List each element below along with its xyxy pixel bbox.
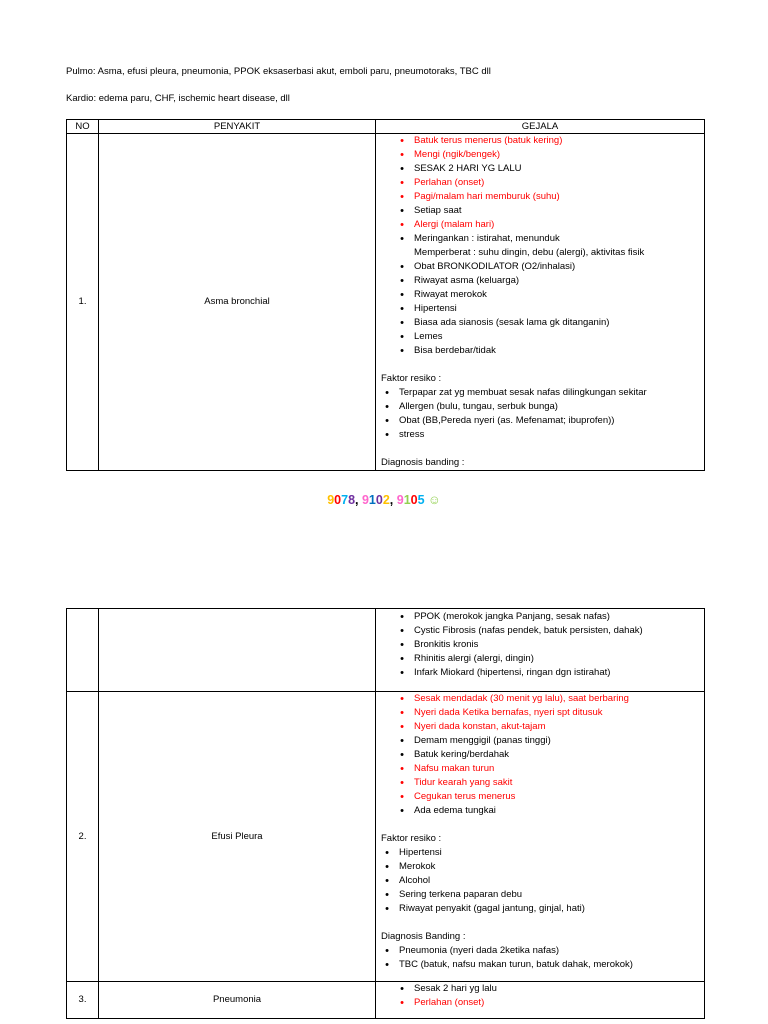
- bullet-icon: •: [385, 875, 389, 887]
- list-item: [400, 232, 700, 260]
- symptom-text: Tidur kearah yang sakit: [414, 777, 513, 788]
- risk-factor-heading: Faktor resiko :: [381, 833, 442, 844]
- diff-text: TBC (batuk, nafsu makan turun, batuk dahak, merokok): [399, 959, 633, 970]
- list-item: [400, 218, 700, 232]
- bullet-icon: •: [400, 983, 404, 995]
- code-char: 0: [334, 493, 342, 507]
- list-item: [385, 846, 700, 860]
- risk-factor-list: [381, 386, 700, 442]
- diff-text: Bronkitis kronis: [414, 639, 479, 650]
- header-penyakit: PENYAKIT: [99, 120, 376, 134]
- row-number: 3.: [67, 982, 99, 1019]
- differential-diagnosis-list: [381, 610, 700, 680]
- list-item: [400, 316, 700, 330]
- intro-pulmo: Pulmo: Asma, efusi pleura, pneumonia, PPOK eksaserbasi akut, emboli paru, pneumotoraks, TBC dll: [66, 66, 491, 77]
- bullet-icon: •: [400, 625, 404, 637]
- code-char: 0: [410, 493, 418, 507]
- bullet-icon: •: [400, 205, 404, 217]
- symptom-cell: [376, 982, 705, 1019]
- list-item: [400, 624, 700, 638]
- symptom-text: Sesak 2 hari yg lalu: [414, 983, 497, 994]
- list-item: [400, 302, 700, 316]
- list-item: [400, 748, 700, 762]
- symptom-text: Perlahan (onset): [414, 997, 485, 1008]
- disease-name: Asma bronchial: [99, 134, 376, 471]
- code-char: 9: [361, 493, 369, 507]
- diff-text: Cystic Fibrosis (nafas pendek, batuk persisten, dahak): [414, 625, 643, 636]
- list-item: [400, 344, 700, 358]
- header-no: NO: [67, 120, 99, 134]
- bullet-icon: •: [400, 163, 404, 175]
- diff-text: PPOK (merokok jangka Panjang, sesak nafas): [414, 611, 610, 622]
- disease-table-2: [66, 608, 705, 1019]
- risk-text: Obat (BB,Pereda nyeri (as. Mefenamat; ibuprofen)): [399, 415, 615, 426]
- bullet-icon: •: [400, 303, 404, 315]
- header-gejala: GEJALA: [376, 120, 705, 134]
- row-number: [67, 609, 99, 692]
- list-item: [385, 958, 700, 972]
- code-separator: ,: [355, 493, 362, 507]
- symptom-text: Nafsu makan turun: [414, 763, 495, 774]
- bullet-icon: •: [385, 861, 389, 873]
- symptom-text: Hipertensi: [414, 303, 457, 314]
- bullet-icon: •: [385, 387, 389, 399]
- bullet-icon: •: [385, 415, 389, 427]
- bullet-icon: •: [400, 777, 404, 789]
- symptom-text: Mengi (ngik/bengek): [414, 149, 501, 160]
- list-item: [385, 860, 700, 874]
- symptom-text: Ada edema tungkai: [414, 805, 496, 816]
- symptom-text: Riwayat asma (keluarga): [414, 275, 520, 286]
- bullet-icon: •: [400, 639, 404, 651]
- highlight-codes: [0, 492, 768, 508]
- bullet-icon: •: [400, 275, 404, 287]
- bullet-icon: •: [400, 749, 404, 761]
- risk-factor-heading: Faktor resiko :: [381, 373, 442, 384]
- bullet-icon: •: [400, 763, 404, 775]
- row-number: 1.: [67, 134, 99, 471]
- list-item: [400, 148, 700, 162]
- risk-text: stress: [399, 429, 425, 440]
- bullet-icon: •: [385, 959, 389, 971]
- disease-name: [99, 609, 376, 692]
- code-char: 7: [341, 493, 349, 507]
- bullet-icon: •: [400, 735, 404, 747]
- code-separator: ,: [389, 493, 397, 507]
- list-item: [385, 428, 700, 442]
- table-row: [67, 134, 705, 471]
- code-char: 9: [396, 493, 404, 507]
- symptom-text: Lemes: [414, 331, 443, 342]
- symptom-text: Obat BRONKODILATOR (O2/inhalasi): [414, 261, 576, 272]
- symptom-cell: [376, 609, 705, 692]
- diff-text: Pneumonia (nyeri dada 2ketika nafas): [399, 945, 560, 956]
- list-item: [385, 944, 700, 958]
- symptom-text: Nyeri dada Ketika bernafas, nyeri spt ditusuk: [414, 707, 603, 718]
- list-item: [400, 176, 700, 190]
- symptom-text: Bisa berdebar/tidak: [414, 345, 496, 356]
- list-item: [400, 666, 700, 680]
- list-item: [400, 762, 700, 776]
- bullet-icon: •: [400, 177, 404, 189]
- list-item: [400, 162, 700, 176]
- differential-diagnosis-list: [381, 944, 700, 972]
- risk-text: Sering terkena paparan debu: [399, 889, 523, 900]
- intro-kardio: Kardio: edema paru, CHF, ischemic heart disease, dll: [66, 93, 290, 104]
- bullet-icon: •: [400, 289, 404, 301]
- bullet-icon: •: [400, 791, 404, 803]
- list-item: [400, 804, 700, 818]
- list-item: [400, 274, 700, 288]
- list-item: [385, 888, 700, 902]
- differential-diagnosis-heading: Diagnosis banding :: [381, 457, 465, 468]
- list-item: [400, 652, 700, 666]
- list-item: [400, 260, 700, 274]
- bullet-icon: •: [400, 997, 404, 1009]
- list-item: [400, 734, 700, 748]
- list-item: [400, 790, 700, 804]
- symptom-text: Setiap saat: [414, 205, 462, 216]
- bullet-icon: •: [400, 707, 404, 719]
- symptom-continuation: Memperberat : suhu dingin, debu (alergi), aktivitas fisik: [414, 247, 645, 258]
- list-item: [385, 414, 700, 428]
- list-item: [385, 400, 700, 414]
- differential-diagnosis-heading: Diagnosis Banding :: [381, 931, 466, 942]
- list-item: [400, 982, 700, 996]
- symptom-text: Demam menggigil (panas tinggi): [414, 735, 551, 746]
- list-item: [385, 874, 700, 888]
- list-item: [400, 330, 700, 344]
- bullet-icon: •: [385, 945, 389, 957]
- code-char: 1: [368, 493, 376, 507]
- symptom-text: Sesak mendadak (30 menit yg lalu), saat berbaring: [414, 693, 629, 704]
- list-item: [400, 638, 700, 652]
- bullet-icon: •: [385, 401, 389, 413]
- bullet-icon: •: [385, 889, 389, 901]
- symptom-text: Pagi/malam hari memburuk (suhu): [414, 191, 560, 202]
- bullet-icon: •: [400, 191, 404, 203]
- risk-text: Hipertensi: [399, 847, 442, 858]
- symptom-text: Cegukan terus menerus: [414, 791, 516, 802]
- bullet-icon: •: [400, 219, 404, 231]
- symptom-text: SESAK 2 HARI YG LALU: [414, 163, 522, 174]
- table-header-row: [67, 120, 705, 134]
- disease-name: Efusi Pleura: [99, 692, 376, 982]
- table-row: [67, 609, 705, 692]
- symptom-list: [381, 982, 700, 1010]
- diff-text: Infark Miokard (hipertensi, ringan dgn istirahat): [414, 667, 611, 678]
- list-item: [400, 204, 700, 218]
- disease-name: Pneumonia: [99, 982, 376, 1019]
- list-item: [400, 706, 700, 720]
- symptom-cell: [376, 692, 705, 982]
- symptom-text: Perlahan (onset): [414, 177, 485, 188]
- disease-table-1: [66, 119, 705, 471]
- symptom-text: Batuk kering/berdahak: [414, 749, 510, 760]
- symptom-text: Biasa ada sianosis (sesak lama gk ditanganin): [414, 317, 610, 328]
- symptom-list: [381, 692, 700, 818]
- bullet-icon: •: [400, 331, 404, 343]
- bullet-icon: •: [400, 721, 404, 733]
- bullet-icon: •: [385, 429, 389, 441]
- risk-text: Terpapar zat yg membuat sesak nafas dilingkungan sekitar: [399, 387, 647, 398]
- code-char: 5: [417, 493, 425, 507]
- table-row: [67, 692, 705, 982]
- list-item: [400, 134, 700, 148]
- risk-factor-list: [381, 846, 700, 916]
- symptom-text: Alergi (malam hari): [414, 219, 495, 230]
- symptom-list: [381, 134, 700, 358]
- bullet-icon: •: [400, 233, 404, 245]
- bullet-icon: •: [400, 805, 404, 817]
- list-item: [400, 776, 700, 790]
- bullet-icon: •: [385, 903, 389, 915]
- code-char: 2: [382, 493, 390, 507]
- list-item: [400, 692, 700, 706]
- code-char: 1: [403, 493, 411, 507]
- bullet-icon: •: [400, 345, 404, 357]
- bullet-icon: •: [400, 667, 404, 679]
- symptom-text: Riwayat merokok: [414, 289, 487, 300]
- risk-text: Merokok: [399, 861, 436, 872]
- bullet-icon: •: [385, 847, 389, 859]
- bullet-icon: •: [400, 611, 404, 623]
- code-char: 8: [348, 493, 356, 507]
- bullet-icon: •: [400, 317, 404, 329]
- code-char: 9: [327, 493, 335, 507]
- symptom-text: Nyeri dada konstan, akut-tajam: [414, 721, 546, 732]
- list-item: [400, 996, 700, 1010]
- symptom-cell: [376, 134, 705, 471]
- diff-text: Rhinitis alergi (alergi, dingin): [414, 653, 534, 664]
- smiley-icon: ☺: [424, 493, 441, 507]
- table-row: [67, 982, 705, 1019]
- bullet-icon: •: [400, 149, 404, 161]
- bullet-icon: •: [400, 693, 404, 705]
- list-item: [400, 610, 700, 624]
- symptom-text: Meringankan : istirahat, menunduk: [414, 233, 560, 244]
- risk-text: Alcohol: [399, 875, 431, 886]
- symptom-text: Batuk terus menerus (batuk kering): [414, 135, 563, 146]
- list-item: [400, 190, 700, 204]
- risk-text: Riwayat penyakit (gagal jantung, ginjal, hati): [399, 903, 585, 914]
- bullet-icon: •: [400, 135, 404, 147]
- risk-text: Allergen (bulu, tungau, serbuk bunga): [399, 401, 558, 412]
- list-item: [400, 288, 700, 302]
- bullet-icon: •: [400, 653, 404, 665]
- list-item: [385, 902, 700, 916]
- row-number: 2.: [67, 692, 99, 982]
- bullet-icon: •: [400, 261, 404, 273]
- list-item: [400, 720, 700, 734]
- list-item: [385, 386, 700, 400]
- code-char: 0: [375, 493, 383, 507]
